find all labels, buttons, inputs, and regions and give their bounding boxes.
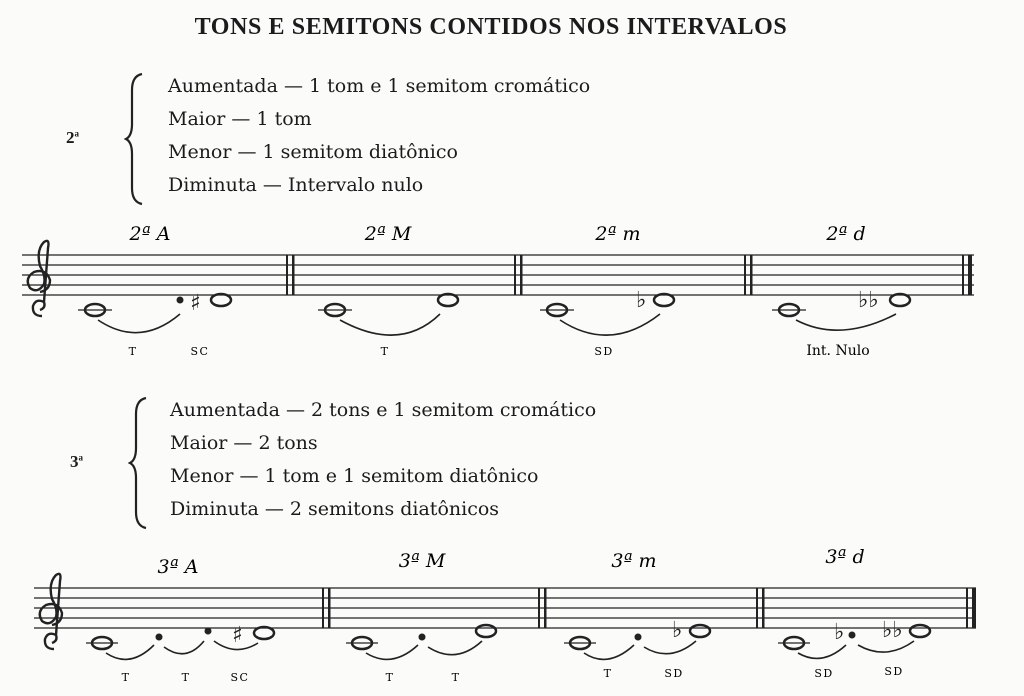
definition-minor: Menor — 1 tom e 1 semitom diatônico xyxy=(170,465,539,487)
definition-list-third xyxy=(170,394,596,526)
staff-second xyxy=(0,218,1024,368)
definition-diminished: Diminuta — Intervalo nulo xyxy=(168,174,424,196)
interval-name: 3ª d xyxy=(825,546,865,568)
interval-name: 3ª A xyxy=(157,556,199,578)
interval-name: 2ª A xyxy=(129,223,171,245)
step-label: SC xyxy=(190,345,210,358)
svg-text:♭♭: ♭♭ xyxy=(858,288,879,313)
definition-minor: Menor — 1 semitom diatônico xyxy=(168,141,458,163)
step-label: SD xyxy=(884,665,904,678)
brace xyxy=(124,72,146,206)
step-label: T xyxy=(385,671,395,684)
interval-name: 2ª M xyxy=(364,223,412,245)
step-label: T xyxy=(121,671,131,684)
step-label: T xyxy=(128,345,138,358)
step-label: SC xyxy=(230,671,250,684)
step-label: SD xyxy=(814,667,834,680)
interval-name: 3ª m xyxy=(611,550,657,572)
svg-text:♯: ♯ xyxy=(232,623,243,648)
step-label: T xyxy=(380,345,390,358)
definition-augmented: Aumentada — 1 tom e 1 semitom cromático xyxy=(168,75,591,97)
treble-clef-icon xyxy=(40,574,62,649)
step-label: Int. Nulo xyxy=(806,343,870,359)
step-label: SD xyxy=(594,345,614,358)
step-label: T xyxy=(451,671,461,684)
interval-name: 2ª d xyxy=(826,223,866,245)
staff-third xyxy=(0,545,1024,695)
svg-text:♭: ♭ xyxy=(636,288,647,313)
treble-clef-icon xyxy=(28,241,50,316)
step-label: SD xyxy=(664,667,684,680)
interval-name: 3ª M xyxy=(398,550,446,572)
brace xyxy=(128,396,150,530)
interval-name: 2ª m xyxy=(595,223,641,245)
definition-major: Maior — 2 tons xyxy=(170,432,318,454)
svg-text:♭: ♭ xyxy=(834,620,845,645)
definition-diminished: Diminuta — 2 semitons diatônicos xyxy=(170,498,500,520)
definition-augmented: Aumentada — 2 tons e 1 semitom cromático xyxy=(170,399,597,421)
section-label-third: 3$^a$ xyxy=(70,452,83,471)
page-title: TONS E SEMITONS CONTIDOS NOS INTERVALOS xyxy=(194,14,788,40)
slurs xyxy=(98,314,896,335)
step-label: T xyxy=(603,667,613,680)
svg-text:♭: ♭ xyxy=(672,618,683,643)
step-label: T xyxy=(181,671,191,684)
svg-text:♭♭: ♭♭ xyxy=(882,618,903,643)
svg-text:♯: ♯ xyxy=(190,291,201,316)
definition-list-second xyxy=(168,70,590,202)
section-label-second: 2$^a$ xyxy=(66,128,79,147)
definition-major: Maior — 1 tom xyxy=(168,108,312,130)
note-group xyxy=(85,288,910,316)
